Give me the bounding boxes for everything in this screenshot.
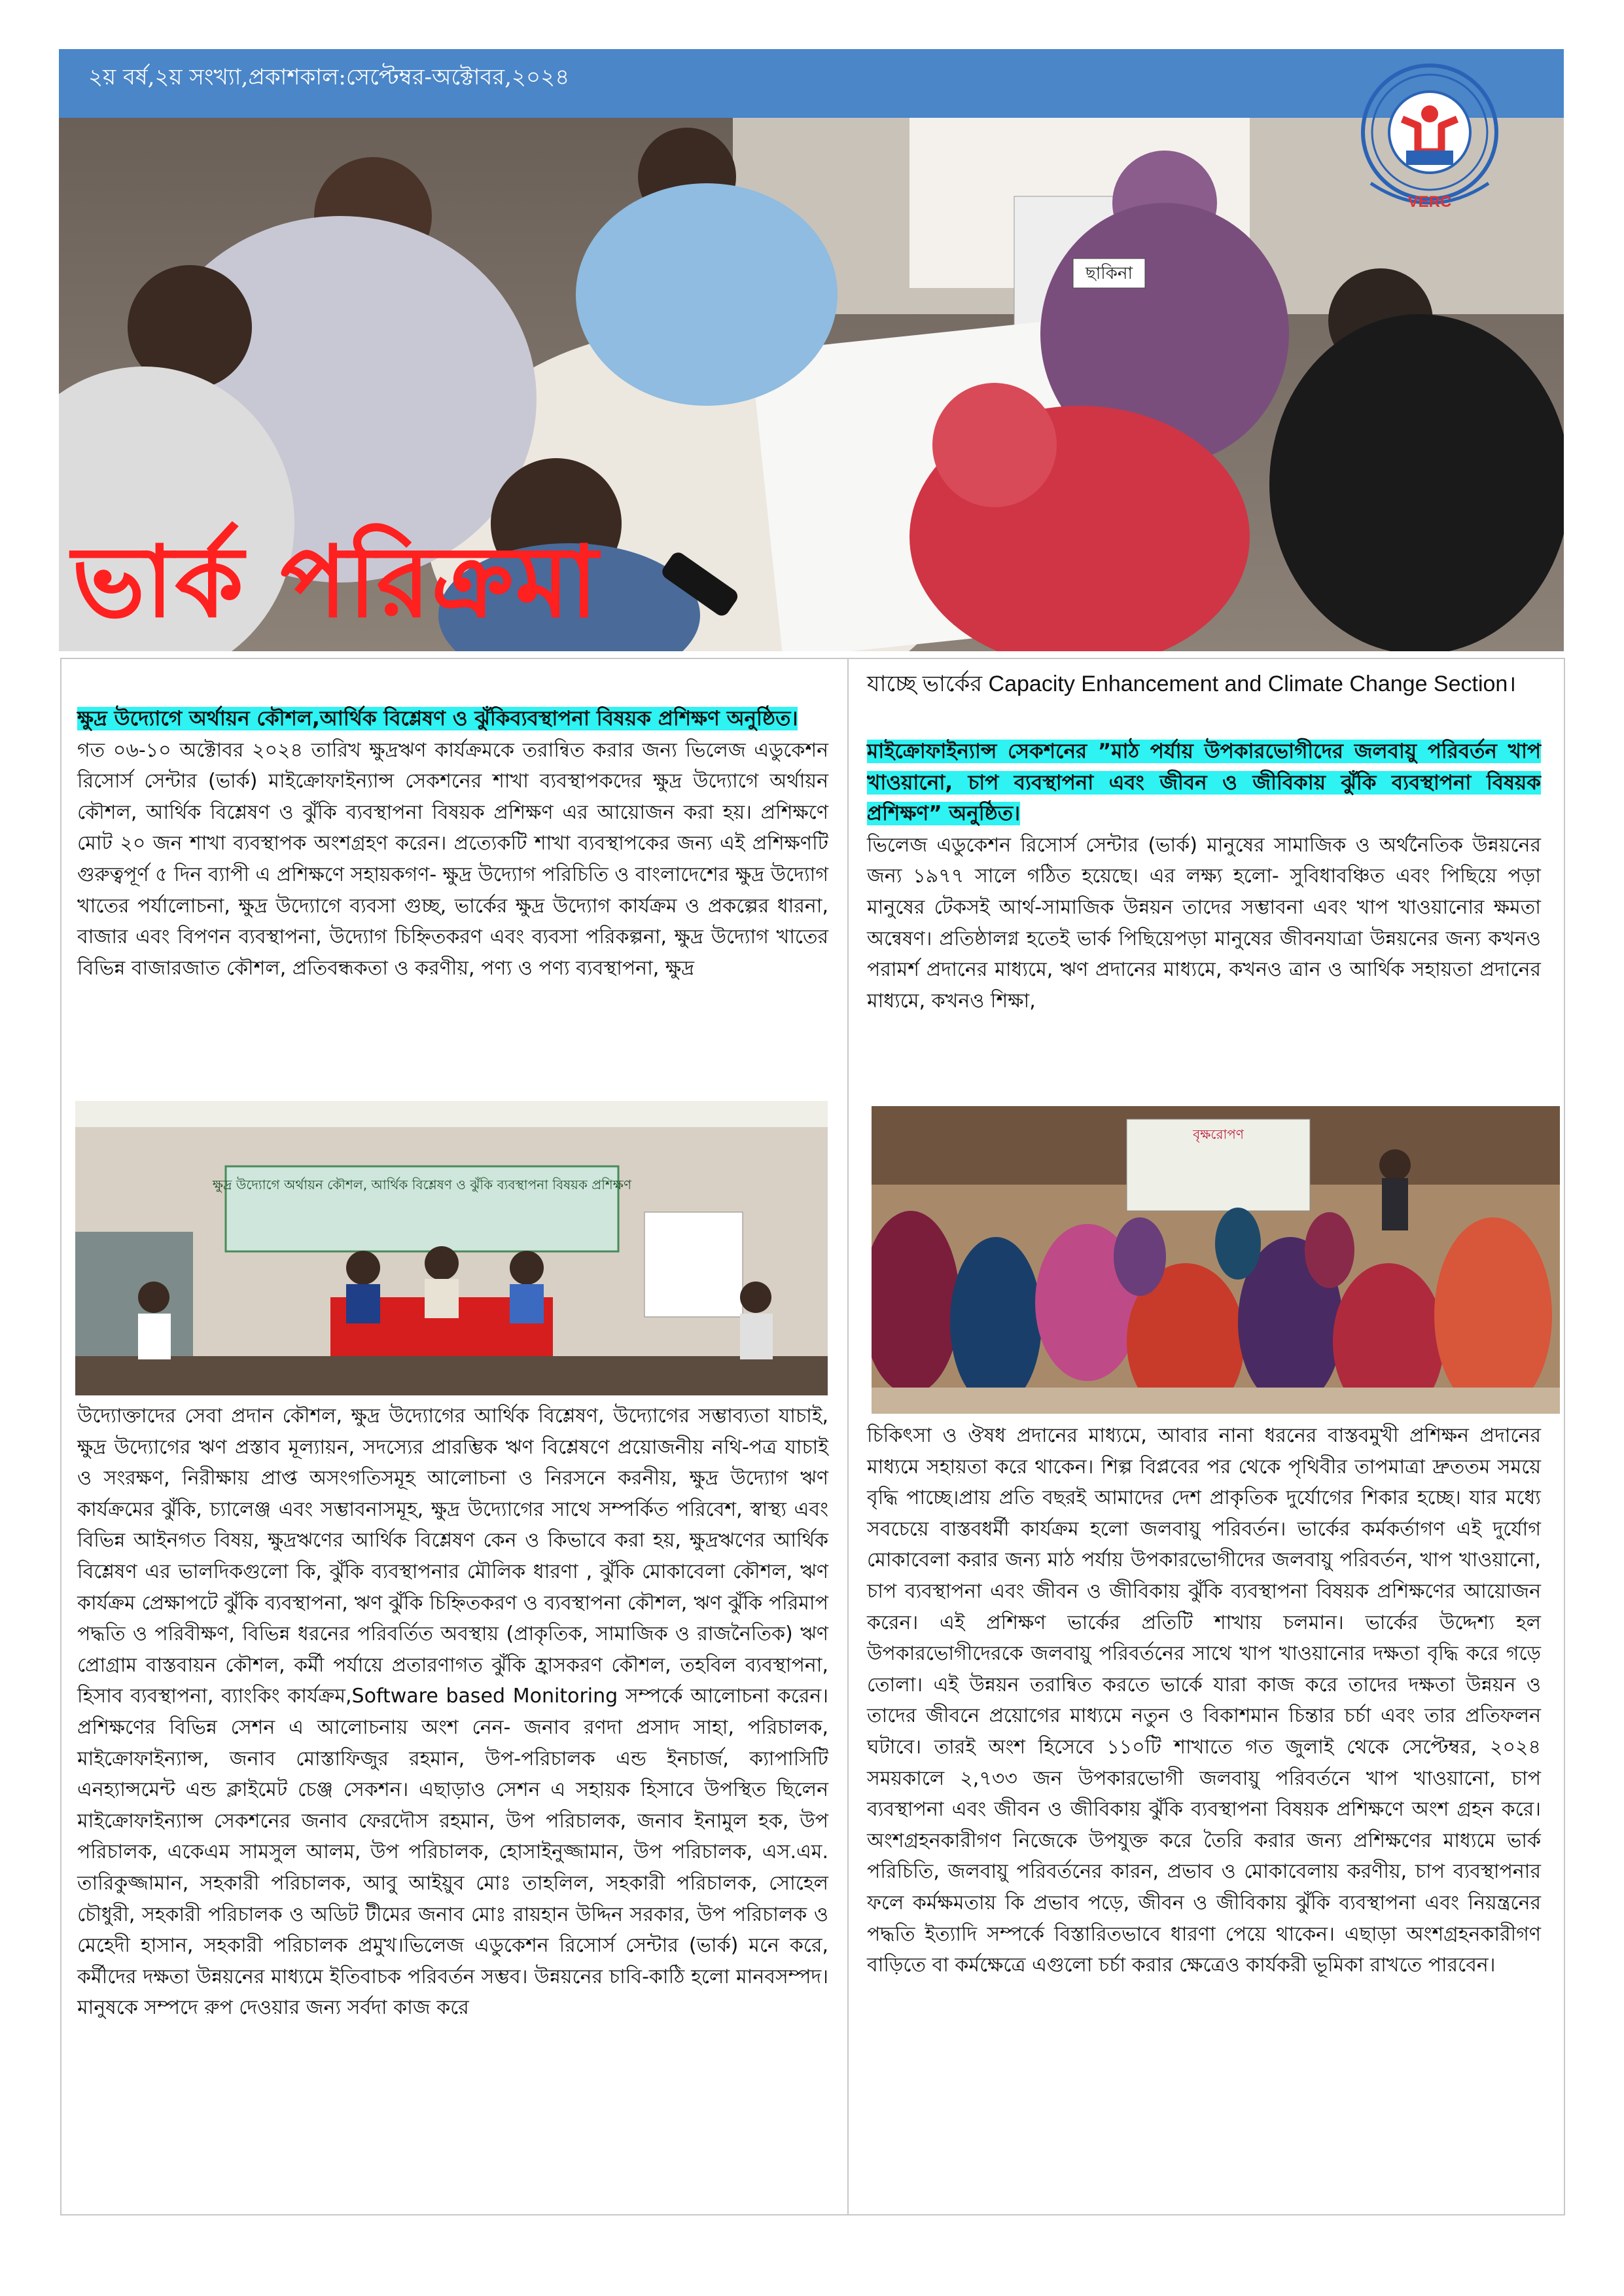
issue-line: ২য় বর্ষ,২য় সংখ্যা,প্রকাশকাল:সেপ্টেম্বর-অক্টোবর,২০২৪ [88, 64, 570, 90]
right-article-continued [867, 1420, 1541, 1981]
left-banner-text: ক্ষুদ্র উদ্যোগে অর্থায়ন কৌশল, আর্থিক বিশ্লেষণ ও ঝুঁকি ব্যবস্থাপনা বিষয়ক প্রশিক্ষণ [212, 1177, 632, 1193]
right-continuation: যাচ্ছে ভার্কের Capacity Enhancement and Climate Change Section। [867, 672, 1517, 696]
right-training-photo-illustration [872, 1106, 1560, 1414]
logo-text: VERC [1407, 193, 1452, 211]
left-article [77, 704, 828, 984]
right-training-photo [872, 1106, 1560, 1414]
verc-emblem-icon [1345, 59, 1515, 216]
left-paragraph-1: গত ০৬-১০ অক্টোবর ২০২৪ তারিখ ক্ষুদ্রঋণ কার্যক্রমকে তরান্বিত করার জন্য ভিলেজ এডুকেশন রিসোর্স সেন্টার (ভার্ক) মাইক্রোফাইন্যান্স সেকশনের শাখা ব্যবস্থাপকদের ক্ষুদ্র উদ্যোগে অর্থায়ন কৌশল, আর্থিক বিশ্লেষণ ও ঝুঁকি ব্যবস্থাপনা বিষয়ক প্রশিক্ষণ এর আয়োজন করা হয়। প্রশিক্ষণে মোট ২০ জন শাখা ব্যবস্থাপক অংশগ্রহণ করেন। প্রত্যেকটি শাখা ব্যবস্থাপকের জন্য এই প্রশিক্ষণটি গুরুত্বপূর্ণ ৫ দিন ব্যাপী এ প্রশিক্ষণে সহায়কগণ- ক্ষুদ্র উদ্যোগ পরিচিতি ও বাংলাদেশের ক্ষুদ্র উদ্যোগ খাতের পর্যালোচনা, ক্ষুদ্র উদ্যোগে ব্যবসা গুচ্ছ, ভার্কের ক্ষুদ্র উদ্যোগ কার্যক্রম ও প্রকল্পের ধারনা, বাজার এবং বিপণন ব্যবস্থাপনা, উদ্যোগ চিহ্নিতকরণ এবং ব্যবসা পরিকল্পনা, ক্ষুদ্র উদ্যোগ খাতের বিভিন্ন বাজারজাত কৌশল, প্রতিবন্ধকতা ও করণীয়, পণ্য ও পণ্য ব্যবস্থাপনা, ক্ষুদ্র [77, 738, 828, 980]
right-headline: মাইক্রোফাইন্যান্স সেকশনের ”মাঠ পর্যায় উপকারভোগীদের জলবায়ু পরিবর্তন খাপ খাওয়ানো, চাপ ব্যবস্থাপনা এবং জীবন ও জীবিকায় ঝুঁকি ব্যবস্থাপনা বিষয়ক প্রশিক্ষণ” অনুষ্ঠিত। [867, 740, 1541, 826]
right-article [867, 666, 1541, 1016]
masthead-title: ভার্ক পরিক্রমা [72, 524, 599, 639]
left-training-photo-illustration [75, 1101, 828, 1395]
left-headline: ক্ষুদ্র উদ্যোগে অর্থায়ন কৌশল,আর্থিক বিশ্লেষণ ও ঝুঁকিব্যবস্থাপনা বিষয়ক প্রশিক্ষণ অনুষ্ঠিত। [77, 707, 798, 730]
column-divider [847, 658, 849, 2215]
right-paragraph-2: চিকিৎসা ও ঔষধ প্রদানের মাধ্যমে, আবার নানা ধরনের বাস্তবমুখী প্রশিক্ষন প্রদানের মাধ্যমে সহায়তা করে থাকেন। শিল্প বিপ্লবের পর থেকে পৃথিবীর তাপমাত্রা দ্রুততম সময়ে বৃদ্ধি পাচ্ছে।প্রায় প্রতি বছরই আমাদের দেশ প্রাকৃতিক দুর্যোগের শিকার হচ্ছে। যার মধ্যে সবচেয়ে বাস্তবধর্মী কার্যক্রম হলো জলবায়ু পরিবর্তন। ভার্কের কর্মকর্তাগণ এই দুর্যোগ মোকাবেলা করার জন্য মাঠ পর্যায় উপকারভোগীদের জলবায়ু পরিবর্তন, খাপ খাওয়ানো, চাপ ব্যবস্থাপনা এবং জীবন ও জীবিকায় ঝুঁকি ব্যবস্থাপনা বিষয়ক প্রশিক্ষণের আয়োজন করেন। এই প্রশিক্ষণ ভার্কের প্রতিটি শাখায় চলমান। ভার্কের উদ্দেশ্য হল উপকারভোগীদেরকে জলবায়ু পরিবর্তনের সাথে খাপ খাওয়ানোর দক্ষতা বৃদ্ধি করে গড়ে তোলা। এই উন্নয়ন তরান্বিত করতে ভার্কে যারা কাজ করে তাদের দক্ষতা উন্নয়ন ও তাদের জীবনে প্রয়োগের মাধ্যমে নতুন ও বিকাশমান চিন্তার চর্চা এবং তার প্রতিফলন ঘটাবে। তারই অংশ হিসেবে ১১০টি শাখাতে গত জুলাই থেকে সেপ্টেম্বর, ২০২৪ সময়কালে ২,৭৩৩ জন উপকারভোগী জলবায়ু পরিবর্তনে খাপ খাওয়ানো, চাপ ব্যবস্থাপনা এবং জীবন ও জীবিকায় ঝুঁকি ব্যবস্থাপনা বিষয়ক প্রশিক্ষণে অংশ গ্রহন করে। অংশগ্রহনকারীগণ নিজেকে উপযুক্ত করে তৈরি করার জন্য প্রশিক্ষণের মাধ্যমে ভার্ক পরিচিতি, জলবায়ু পরিবর্তনের কারন, প্রভাব ও মোকাবেলায় করণীয়, চাপ ব্যবস্থাপনার ফলে কর্মক্ষমতায় কি প্রভাব পড়ে, জীবন ও জীবিকায় ঝুঁকি ব্যবস্থাপনা এবং নিয়ন্ত্রনের পদ্ধতি ইত্যাদি সম্পর্কে বিস্তারিতভাবে ধারণা পেয়ে থাকেন। এছাড়া অংশগ্রহনকারীগণ বাড়িতে বা কর্মক্ষেত্রে এগুলো চর্চা করার ক্ষেত্রেও কার্যকরী ভূমিকা রাখতে পারবেন। [867, 1424, 1541, 1977]
verc-logo [1345, 59, 1515, 216]
right-banner-text: বৃক্ষরোপণ [1193, 1126, 1244, 1142]
left-article-continued [77, 1401, 828, 2024]
name-tag: ছাকিনা [1086, 264, 1133, 283]
right-paragraph-1: ভিলেজ এডুকেশন রিসোর্স সেন্টার (ভার্ক) মানুষের সামাজিক ও অর্থনৈতিক উন্নয়নের জন্য ১৯৭৭ সালে গঠিত হয়েছে। এর লক্ষ্য হলো- সুবিধাবঞ্চিত এবং পিছিয়ে পড়া মানুষের টেকসই আর্থ-সামাজিক উন্নয়ন তাদের সম্ভাবনা এবং খাপ খাওয়ানোর ক্ষমতা অন্বেষণ। প্রতিষ্ঠালগ্ন হতেই ভার্ক পিছিয়েপড়া মানুষের জীবনযাত্রা উন্নয়নের জন্য কখনও পরামর্শ প্রদানের মাধ্যমে, ঋণ প্রদানের মাধ্যমে, কখনও ত্রান ও আর্থিক সহায়তা প্রদানের মাধ্যমে, কখনও শিক্ষা, [867, 833, 1541, 1013]
left-training-photo [75, 1101, 828, 1395]
left-paragraph-2: উদ্যোক্তাদের সেবা প্রদান কৌশল, ক্ষুদ্র উদ্যোগের আর্থিক বিশ্লেষণ, উদ্যোগের সম্ভাব্যতা যাচাই, ক্ষুদ্র উদ্যোগের ঋণ প্রস্তাব মূল্যায়ন, সদস্যের প্রারম্ভিক ঋণ বিশ্লেষণে প্রয়োজনীয় নথি-পত্র যাচাই ও সংরক্ষণ, নিরীক্ষায় প্রাপ্ত অসংগতিসমূহ আলোচনা ও নিরসনে করনীয়, ক্ষুদ্র উদ্যোগ ঋণ কার্যক্রমের ঝুঁকি, চ্যালেঞ্জ এবং সম্ভাবনাসমূহ, ক্ষুদ্র উদ্যোগের সাথে সম্পর্কিত পরিবেশ, স্বাস্থ্য এবং বিভিন্ন আইনগত বিষয়, ক্ষুদ্রঋণের আর্থিক বিশ্লেষণ কেন ও কিভাবে করা হয়, ক্ষুদ্রঋণের আর্থিক বিশ্লেষণ এর ভালদিকগুলো কি, ঝুঁকি ব্যবস্থাপনার মৌলিক ধারণা , ঝুঁকি মোকাবেলা কৌশল, ঋণ কার্যক্রম প্রেক্ষাপটে ঝুঁকি ব্যবস্থাপনা, ঋণ ঝুঁকি চিহ্নিতকরণ ও ব্যবস্থাপনা কৌশল, ঋণ ঝুঁকি পরিমাপ পদ্ধতি ও পরিবীক্ষণ, বিভিন্ন ধরনের পরিবর্তিত অবস্থায় (প্রাকৃতিক, সামাজিক ও রাজনৈতিক) ঋণ প্রোগ্রাম বাস্তবায়ন কৌশল, কর্মী পর্যায়ে প্রতারণাগত ঝুঁকি হ্রাসকরণ কৌশল, তহবিল ব্যবস্থাপনা, হিসাব ব্যবস্থাপনা, ব্যাংকিং কার্যক্রম,Software based Monitoring সম্পর্কে আলোচনা করেন।প্রশিক্ষণের বিভিন্ন সেশন এ আলোচনায় অংশ নেন- জনাব রণদা প্রসাদ সাহা, পরিচালক, মাইক্রোফাইন্যান্স, জনাব মোস্তাফিজুর রহমান, উপ-পরিচালক এন্ড ইনচার্জ, ক্যাপাসিটি এনহ্যান্সমেন্ট এন্ড ক্লাইমেট চেঞ্জ সেকশন। এছাড়াও সেশন এ সহায়ক হিসাবে উপস্থিত ছিলেন মাইক্রোফাইন্যান্স সেকশনের জনাব ফেরদৌস রহমান, উপ পরিচালক, জনাব ইনামুল হক, উপ পরিচালক, একেএম সামসুল আলম, উপ পরিচালক, হোসাইনুজ্জামান, উপ পরিচালক, এস.এম. তারিকুজ্জামান, সহকারী পরিচালক, আবু আইয়ুব মোঃ তাহলিল, সহকারী পরিচালক, সোহেল চৌধুরী, সহকারী পরিচালক ও অডিট টীমের জনাব মোঃ রায়হান উদ্দিন সরকার, উপ পরিচালক ও মেহেদী হাসান, সহকারী পরিচালক প্রমুখ।ভিলেজ এডুকেশন রিসোর্স সেন্টার (ভার্ক) মনে করে, কর্মীদের দক্ষতা উন্নয়নের মাধ্যমে ইতিবাচক পরিবর্তন সম্ভব। উন্নয়নের চাবি-কাঠি হলো মানবসম্পদ। মানুষকে সম্পদে রুপ দেওয়ার জন্য সর্বদা কাজ করে [77, 1405, 828, 2020]
